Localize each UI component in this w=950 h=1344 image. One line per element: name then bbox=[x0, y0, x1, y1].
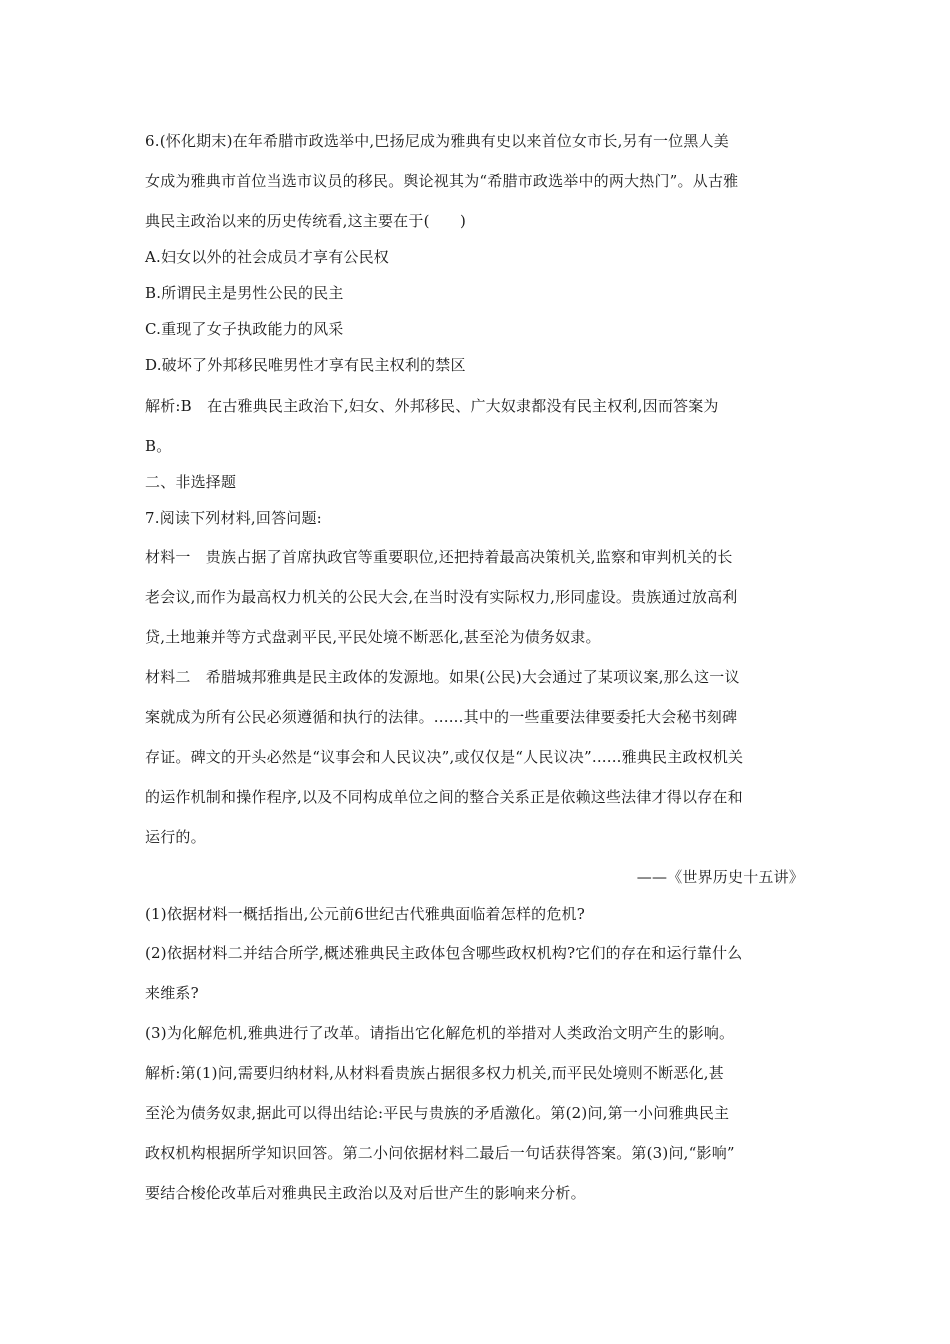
q7-analysis-line-1: 解析:第(1)问,需要归纳材料,从材料看贵族占据很多权力机关,而平民处境则不断恶化,甚 bbox=[145, 1064, 724, 1082]
q7-analysis-line-3: 政权机构根据所学知识回答。第二小问依据材料二最后一句话获得答案。第(3)问,“影响” bbox=[145, 1144, 735, 1162]
q6-analysis-line-1: 解析:B 在古雅典民主政治下,妇女、外邦移民、广大奴隶都没有民主权利,因而答案为 bbox=[145, 397, 719, 415]
material-2-line-4: 的运作机制和操作程序,以及不同构成单位之间的整合关系正是依赖这些法律才得以存在和 bbox=[145, 788, 743, 806]
material-1-line-3: 贷,土地兼并等方式盘剥平民,平民处境不断恶化,甚至沦为债务奴隶。 bbox=[145, 628, 601, 646]
q7-sub-question-3: (3)为化解危机,雅典进行了改革。请指出它化解危机的举措对人类政治文明产生的影响。 bbox=[145, 1024, 735, 1042]
q7-sub-question-2-line-2: 来维系? bbox=[145, 984, 199, 1002]
q6-analysis-line-2: B。 bbox=[145, 437, 172, 455]
material-1-line-2: 老会议,而作为最高权力机关的公民大会,在当时没有实际权力,形同虚设。贵族通过放高利 bbox=[145, 588, 738, 606]
q6-option-a: A.妇女以外的社会成员才享有公民权 bbox=[145, 248, 390, 266]
q6-stem-line-1: 6.(怀化期末)在年希腊市政选举中,巴扬尼成为雅典有史以来首位女市长,另有一位黑人美 bbox=[145, 132, 729, 150]
material-source: ——《世界历史十五讲》 bbox=[636, 868, 804, 886]
q6-option-d: D.破坏了外邦移民唯男性才享有民主权利的禁区 bbox=[145, 356, 466, 374]
material-2-line-2: 案就成为所有公民必须遵循和执行的法律。......其中的一些重要法律要委托大会秘书刻碑 bbox=[145, 708, 738, 726]
q7-analysis-line-2: 至沦为债务奴隶,据此可以得出结论:平民与贵族的矛盾激化。第(2)问,第一小问雅典民主 bbox=[145, 1104, 730, 1122]
q6-option-c: C.重现了女子执政能力的风采 bbox=[145, 320, 344, 338]
material-2-line-5: 运行的。 bbox=[145, 828, 206, 846]
q7-sub-question-1: (1)依据材料一概括指出,公元前6世纪古代雅典面临着怎样的危机? bbox=[145, 905, 586, 923]
q6-stem-line-3: 典民主政治以来的历史传统看,这主要在于( ) bbox=[145, 212, 467, 230]
q6-stem-line-2: 女成为雅典市首位当选市议员的移民。舆论视其为“希腊市政选举中的两大热门”。从古雅 bbox=[145, 172, 739, 190]
material-2-line-3: 存证。碑文的开头必然是“议事会和人民议决”,或仅仅是“人民议决”......雅典民主政权机关 bbox=[145, 748, 744, 766]
q7-stem: 7.阅读下列材料,回答问题: bbox=[145, 509, 322, 527]
material-2-line-1: 材料二 希腊城邦雅典是民主政体的发源地。如果(公民)大会通过了某项议案,那么这一议 bbox=[145, 668, 740, 686]
section-title: 二、非选择题 bbox=[145, 473, 237, 491]
material-1-line-1: 材料一 贵族占据了首席执政官等重要职位,还把持着最高决策机关,监察和审判机关的长 bbox=[145, 548, 733, 566]
q7-analysis-line-4: 要结合梭伦改革后对雅典民主政治以及对后世产生的影响来分析。 bbox=[145, 1184, 586, 1202]
q7-sub-question-2-line-1: (2)依据材料二并结合所学,概述雅典民主政体包含哪些政权机构?它们的存在和运行靠什么 bbox=[145, 944, 743, 962]
q6-option-b: B.所谓民主是男性公民的民主 bbox=[145, 284, 344, 302]
